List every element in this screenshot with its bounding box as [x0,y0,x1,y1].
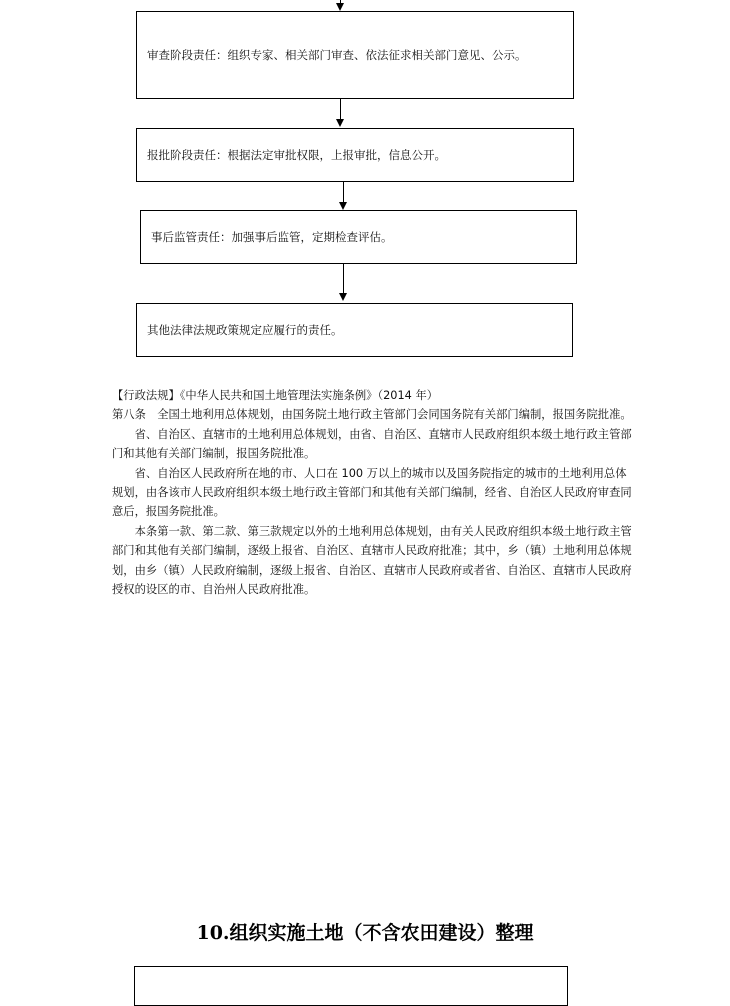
flow-connector [343,182,344,202]
law-paragraph: 本条第一款、第二款、第三款规定以外的土地利用总体规划，由有关人民政府组织本级土地行政主管部门和其他有关部门编制，逐级上报省、自治区、直辖市人民政府批准；其中，乡（镇）土地利用总体规划，由乡（镇）人民政府编制，逐级上报省、自治区、直辖市人民政府或者省、自治区、直辖市人民政府授权的设区的市、自治州人民政府批准。 [112,524,632,597]
law-header: 【行政法规】《中华人民共和国土地管理法实施条例》（2014 年） [112,389,439,402]
flow-step-partial [134,966,568,1006]
flow-step-supervision [140,210,577,264]
flow-step-text: 审查阶段责任：组织专家、相关部门审查、依法征求相关部门意见、公示。 [147,48,527,62]
flow-step-review [136,11,574,99]
flow-step-text: 事后监管责任：加强事后监管，定期检查评估。 [151,230,393,244]
flow-step-text: 报批阶段责任：根据法定审批权限，上报审批，信息公开。 [147,148,446,162]
flow-step-other [136,303,573,357]
flow-step-text: 其他法律法规政策规定应履行的责任。 [147,323,343,337]
flow-connector [340,99,341,119]
arrowhead-icon [336,119,344,127]
arrowhead-icon [339,293,347,301]
arrowhead-icon [339,202,347,210]
section-title: 10.组织实施土地（不含农田建设）整理 [196,922,534,944]
law-excerpt [112,386,632,599]
law-article-8: 第八条 全国土地利用总体规划，由国务院土地行政主管部门会同国务院有关部门编制，报国务院批准。 [112,408,632,422]
flow-connector [343,264,344,293]
law-paragraph: 省、自治区、直辖市的土地利用总体规划，由省、自治区、直辖市人民政府组织本级土地行政主管部门和其他有关部门编制，报国务院批准。 [112,427,632,461]
flow-step-approval [136,128,574,182]
arrowhead-icon [336,3,344,11]
law-paragraph: 省、自治区人民政府所在地的市、人口在 100 万以上的城市以及国务院指定的城市的土地利用总体规划，由各该市人民政府组织本级土地行政主管部门和其他有关部门编制，经省、自治区人民政府审查同意后，报国务院批准。 [112,466,632,519]
